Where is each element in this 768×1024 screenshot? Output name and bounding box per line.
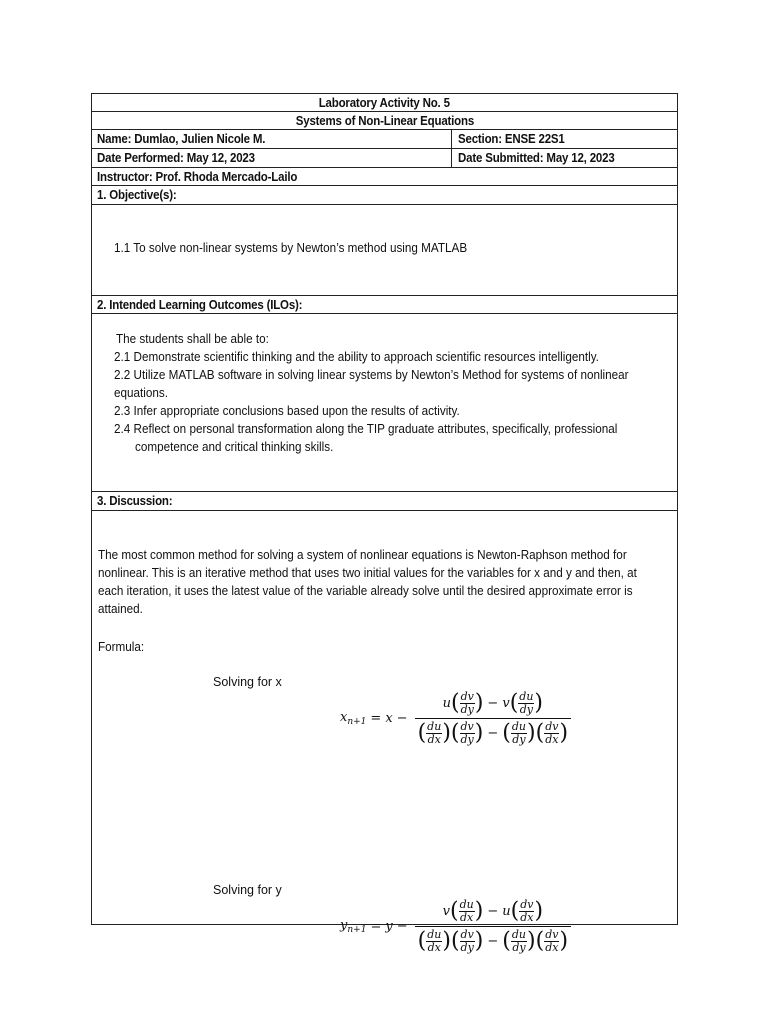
objectives-heading-row [92, 186, 677, 205]
discussion-heading-row [92, 492, 677, 511]
discussion-line [98, 564, 697, 582]
discussion-line [98, 546, 685, 564]
formula-label-text: Formula: [98, 639, 145, 654]
ilos-heading-row [92, 296, 677, 314]
activity-subtitle [92, 112, 677, 129]
dates-row [92, 149, 677, 168]
student-name [97, 130, 452, 148]
discussion-line [98, 600, 148, 618]
objectives-heading [97, 186, 677, 204]
section [458, 130, 677, 148]
newton-formula-x: $x_{n+1}$ = x − u( $\frac{dv}{dy}$ ) − v( $\frac{du}{dy}$ ) ( $\frac{du}{dx}$ )( $\frac{dv}{dy}$ ) − ( $\frac{du}{dy}$ )( $\frac{dv}{dx}$ ) [340, 691, 574, 746]
ilo-item-text: competence and critical thinking skills. [135, 439, 334, 454]
student-name-text: Name: Dumlao, Julien Nicole M. [97, 132, 266, 146]
activity-title [92, 94, 677, 111]
discussion-line [98, 582, 692, 600]
ilo-item-continuation [114, 384, 174, 402]
date-performed-text: Date Performed: May 12, 2023 [97, 151, 255, 165]
ilos-heading-text: 2. Intended Learning Outcomes (ILOs): [97, 297, 303, 312]
discussion-line-text: each iteration, it uses the latest value of the variable already solve until the desired approximate error is [98, 583, 633, 598]
date-submitted-text: Date Submitted: May 12, 2023 [458, 151, 615, 165]
lab-activity-form [91, 93, 678, 954]
ilos-intro [116, 330, 286, 348]
ilo-item [114, 366, 686, 384]
discussion-line-text: The most common method for solving a system of nonlinear equations is Newton-Raphson method for [98, 547, 627, 562]
discussion-heading-text: 3. Discussion: [97, 494, 173, 508]
instructor-text: Instructor: Prof. Rhoda Mercado-Lailo [97, 169, 298, 184]
ilo-item-text: 2.3 Infer appropriate conclusions based upon the results of activity. [114, 403, 460, 418]
ilo-item [114, 348, 653, 366]
ilo-item [114, 402, 498, 420]
ilo-item [114, 420, 673, 438]
discussion-line-text: nonlinear. This is an iterative method that uses two initial values for the variables for x and y and then, at [98, 565, 637, 580]
formula-label [98, 638, 149, 656]
ilo-item-continuation [135, 438, 355, 456]
objectives-heading-text: 1. Objective(s): [97, 188, 177, 202]
objective-item-text: 1.1 To solve non-linear systems by Newton’s method using MATLAB [114, 240, 468, 255]
solving-for-y-label: Solving for y [213, 883, 282, 897]
activity-title-text: Laboratory Activity No. 5 [318, 95, 451, 110]
discussion-heading [97, 492, 677, 510]
solving-for-x-label: Solving for x [213, 675, 282, 689]
ilos-intro-text: The students shall be able to: [116, 331, 269, 346]
ilos-heading [97, 296, 677, 313]
instructor [97, 168, 677, 185]
section-text: Section: ENSE 22S1 [458, 132, 565, 146]
title-row [92, 94, 677, 112]
date-performed [97, 149, 452, 167]
ilo-item-text: 2.4 Reflect on personal transformation along the TIP graduate attributes, specifically, professional [114, 421, 618, 436]
discussion-body [92, 511, 677, 954]
objectives-body [92, 205, 677, 296]
discussion-line-text: attained. [98, 601, 143, 616]
objective-item [114, 239, 506, 257]
instructor-row [92, 168, 677, 186]
subtitle-row [92, 112, 677, 130]
ilos-body [92, 314, 677, 492]
date-submitted [458, 149, 677, 167]
ilo-item-text: 2.2 Utilize MATLAB software in solving linear systems by Newton’s Method for systems of nonlinear [114, 367, 629, 382]
newton-formula-y: $y_{n+1}$ = y − v( $\frac{du}{dx}$ ) − u( $\frac{dv}{dx}$ ) ( $\frac{du}{dx}$ )( $\frac{dv}{dy}$ ) − ( $\frac{du}{dy}$ )( $\frac{dv}{dx}$ ) [340, 899, 574, 954]
ilo-item-text: equations. [114, 385, 168, 400]
name-section-row [92, 130, 677, 149]
activity-subtitle-text: Systems of Non-Linear Equations [295, 113, 474, 128]
ilo-item-text: 2.1 Demonstrate scientific thinking and the ability to approach scientific resources intelligently. [114, 349, 599, 364]
